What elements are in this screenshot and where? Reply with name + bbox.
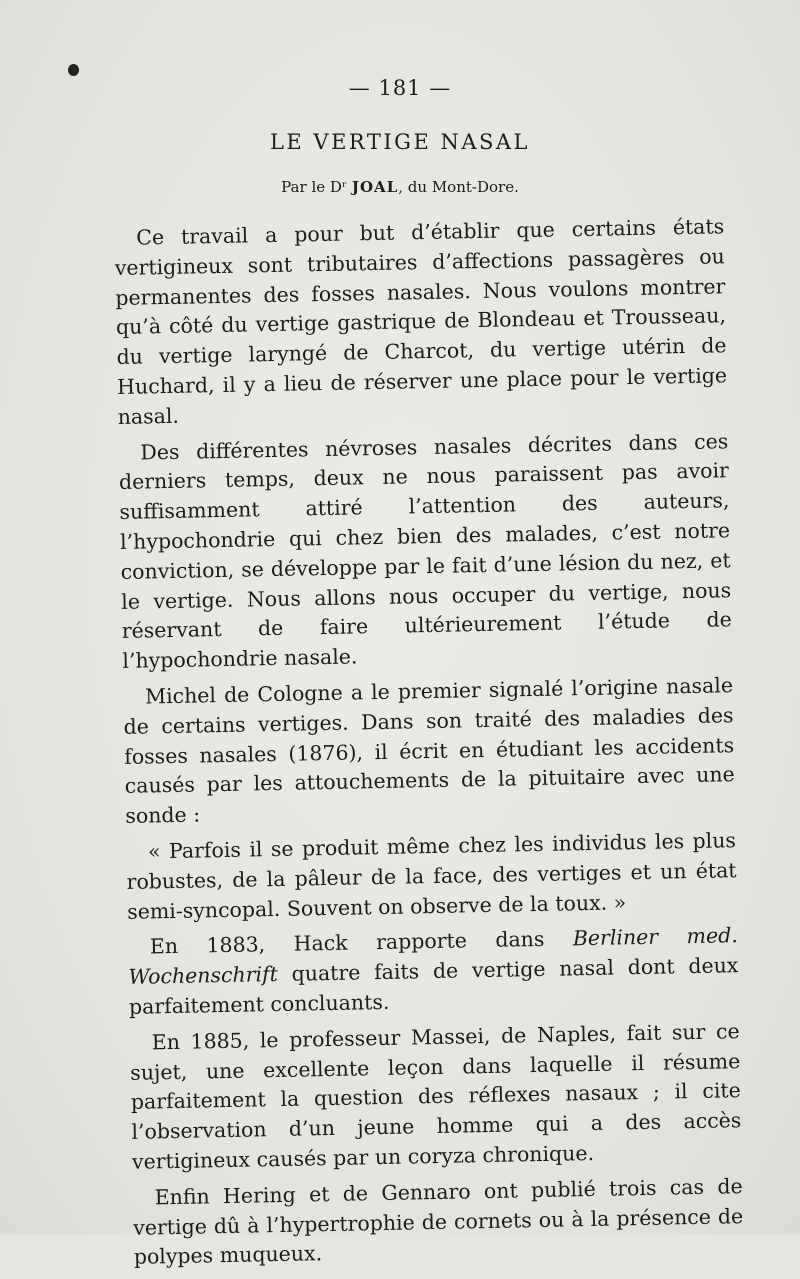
paragraph-intro: Ce travail a pour but d’établir que certains états vertigineux sont tributaires d’affections passagères ou permanentes des fosses nasales. Nous voulons montrer qu’à côté du vertige gastrique de Blondeau et Trousseau, du vertige laryngé de Charcot, du vertige utérin de Huchard, il y a lieu de réserver une place pour le vertige nasal.: [114, 214, 728, 429]
article-body: [114, 212, 744, 1279]
hack-text-after: quatre faits de vertige nasal dont deux parfaitement concluants.: [128, 953, 739, 1019]
page-number: — 181 —: [348, 76, 452, 100]
hack-text-before: En 1883, Hack rapporte dans: [149, 926, 574, 959]
paragraph-nevroses: Des différentes névroses nasales décrites dans ces derniers temps, deux ne nous paraissent pas avoir suffisamment attiré l’attention des auteurs, l’hypochondrie qui chez bien des malades, c’est notre conviction, se développe par le fait d’une lésion du nez, et le vertige. Nous allons nous occuper du vertige, nous réservant de faire ultérieurement l’étude de l’hypochondrie nasale.: [118, 428, 732, 674]
journal-title: Berliner med. Wochenschrift: [128, 923, 739, 989]
ink-spot: [68, 64, 79, 76]
paragraph-quote: « Parfois il se produit même chez les individus les plus robustes, de la pâleur de la face, des vertiges et un état semi-syncopal. Souvent on observe de la toux. »: [126, 828, 737, 924]
byline-suffix: , du Mont-Dore.: [398, 178, 519, 196]
byline: [0, 178, 800, 196]
paragraph-michel: Michel de Cologne a le premier signalé l’origine nasale de certains vertiges. Dans son traité des maladies des fosses nasales (1876), il écrit en étudiant les accidents causés par les attouchements de la pituitaire avec une sonde :: [123, 673, 735, 829]
paragraph-hack: [128, 921, 740, 1022]
byline-author: JOAL: [351, 178, 399, 196]
paragraph-massei: En 1885, le professeur Massei, de Naples, fait sur ce sujet, une excellente leçon dans laquelle il résume parfaitement la question des réflexes nasaux ; il cite l’observation d’un jeune homme qui a des accès vertigineux causés par un coryza chronique.: [130, 1018, 742, 1174]
article-title: LE VERTIGE NASAL: [269, 130, 530, 154]
paragraph-hering: Enfin Hering et de Gennaro ont publié trois cas de vertige dû à l’hypertrophie de cornets ou à la présence de polypes muqueux.: [133, 1173, 744, 1270]
byline-prefix: Par le Dʳ: [281, 178, 352, 196]
